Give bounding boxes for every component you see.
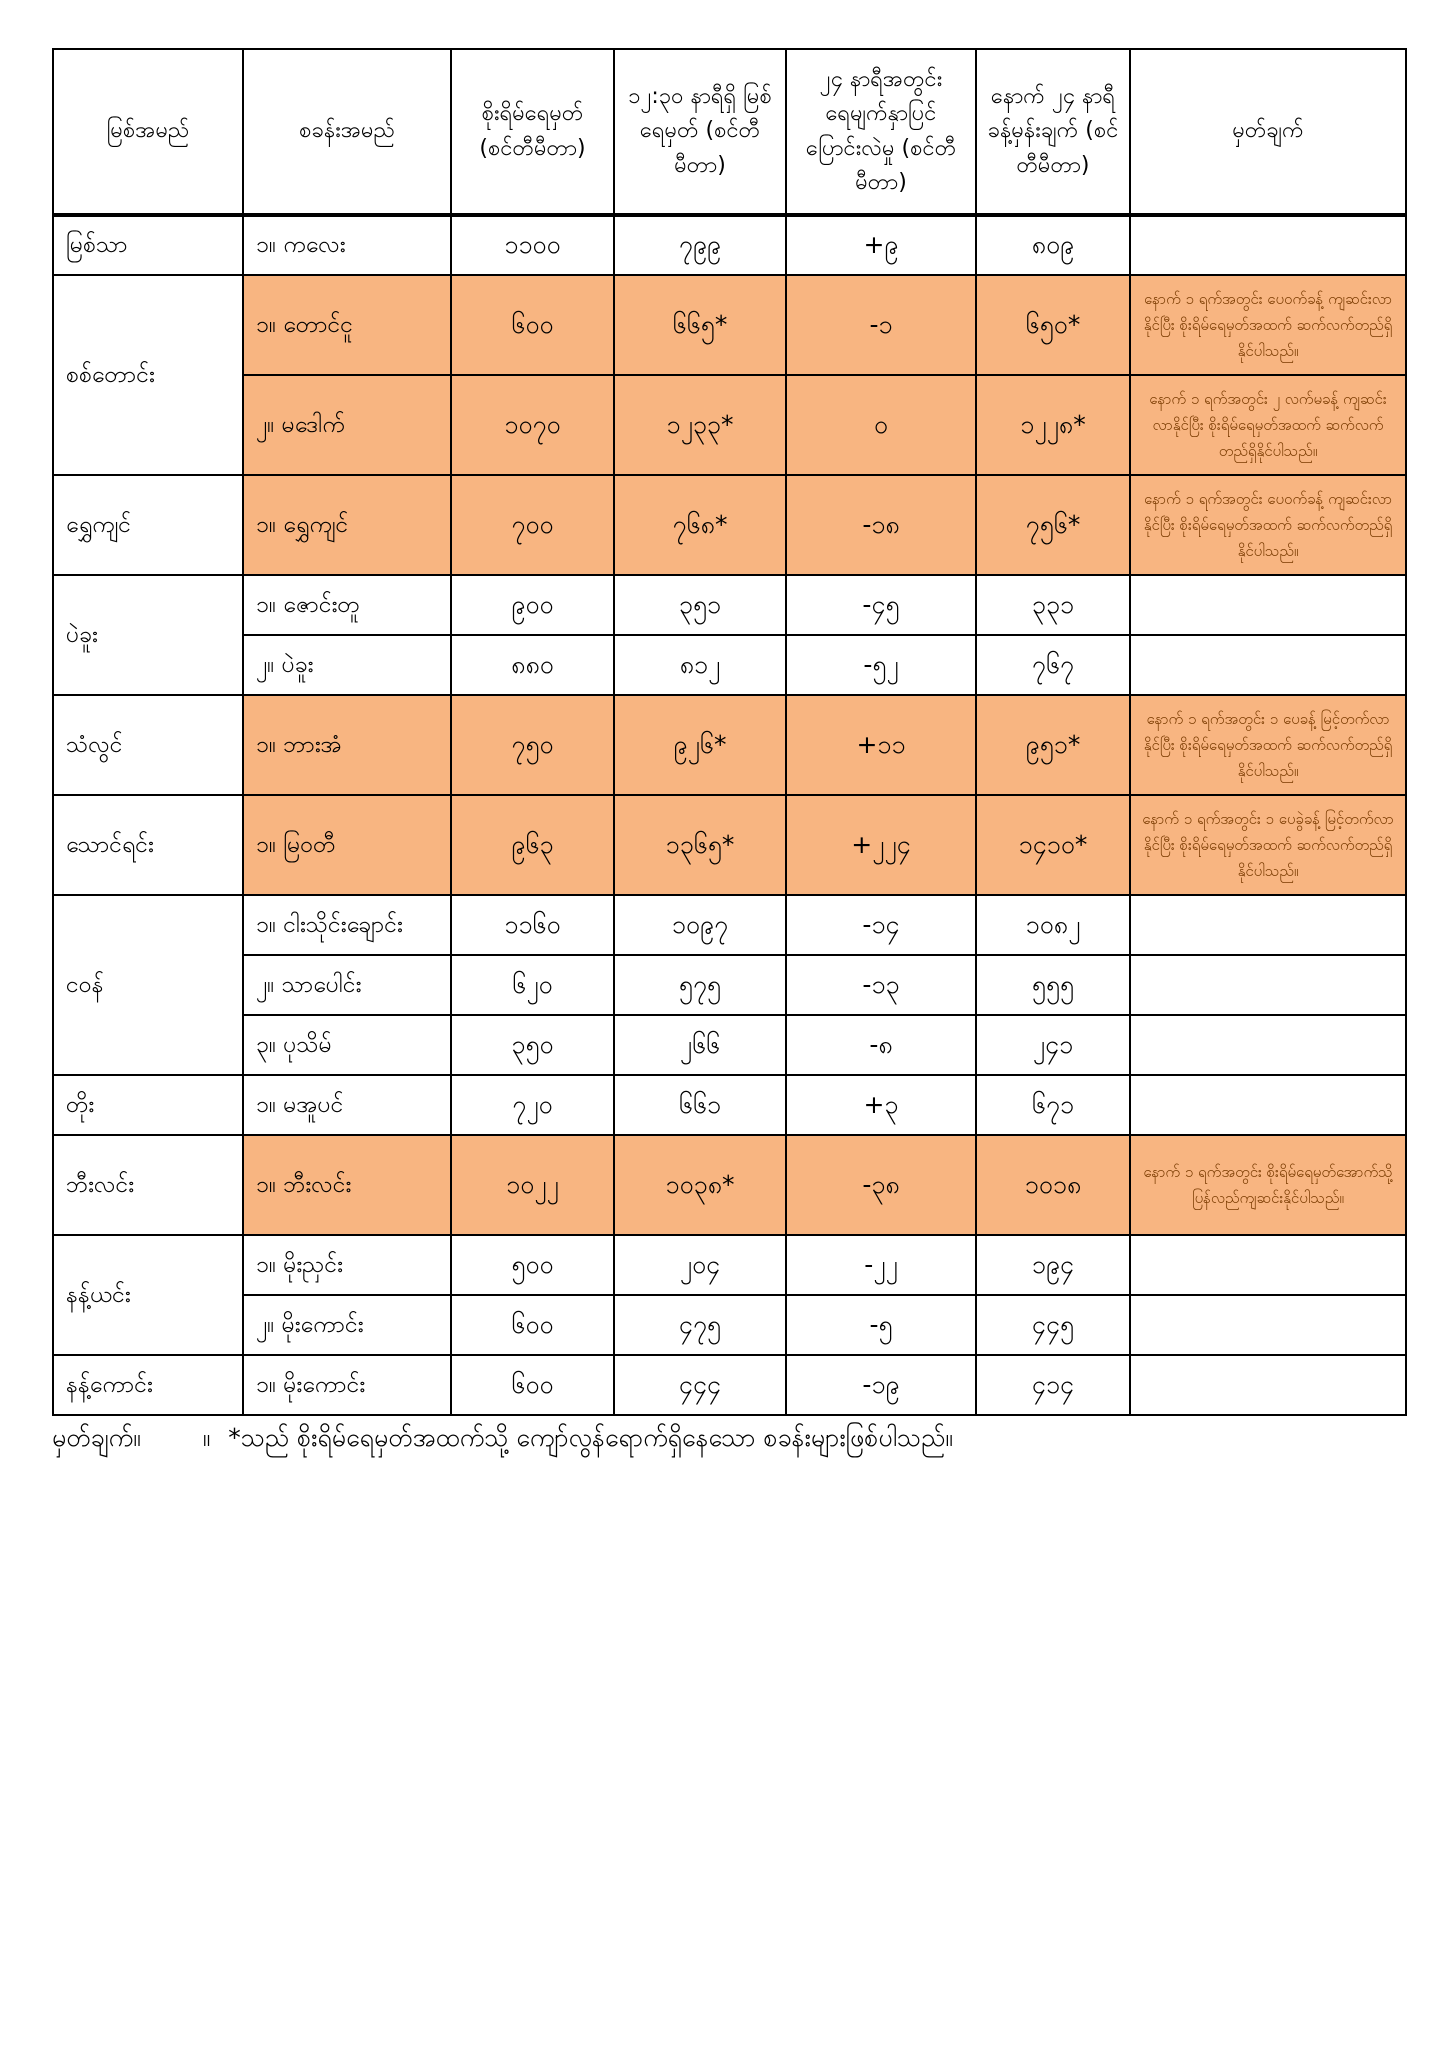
cell-river-name: သံလွင် [53, 695, 243, 795]
cell-current-level: ၁၂၃၃* [614, 375, 786, 475]
table-row [53, 215, 1406, 275]
cell-station-name: ၁။ ဘားအံ [243, 695, 451, 795]
cell-current-level: ၇၉၉ [614, 215, 786, 275]
table-row [53, 635, 1406, 695]
cell-station-name: ၁။ မိုးကောင်း [243, 1355, 451, 1415]
cell-24h-forecast: ၄၁၄ [976, 1355, 1130, 1415]
table-row [53, 955, 1406, 1015]
table-row [53, 575, 1406, 635]
cell-24h-change: ၀ [786, 375, 976, 475]
cell-remark [1130, 575, 1406, 635]
cell-remark [1130, 1015, 1406, 1075]
cell-remark: နောက် ၁ ရက်အတွင်း ၁ ပေခန့် မြင့်တက်လာနိုင်ပြီး စိုးရိမ်ရေမှတ်အထက် ဆက်လက်တည်ရှိနိုင်ပါသည်။ [1130, 695, 1406, 795]
table-header-row [53, 49, 1406, 215]
cell-station-name: ၁။ မိုးညှင်း [243, 1235, 451, 1295]
cell-current-level: ၃၅၁ [614, 575, 786, 635]
header-remark: မှတ်ချက် [1130, 49, 1406, 215]
cell-river-name: ဘီးလင်း [53, 1135, 243, 1235]
cell-river-name: မြစ်သာ [53, 215, 243, 275]
cell-danger-level: ၉၆၃ [451, 795, 614, 895]
cell-24h-forecast: ၂၄၁ [976, 1015, 1130, 1075]
table-row [53, 695, 1406, 795]
cell-danger-level: ၆၀၀ [451, 275, 614, 375]
table-row [53, 1135, 1406, 1235]
cell-24h-change: -၁၉ [786, 1355, 976, 1415]
cell-danger-level: ၅၀၀ [451, 1235, 614, 1295]
cell-danger-level: ၉၀၀ [451, 575, 614, 635]
cell-station-name: ၂။ သာပေါင်း [243, 955, 451, 1015]
cell-remark: နောက် ၁ ရက်အတွင်း ၂ လက်မခန့် ကျဆင်းလာနိုင်ပြီး စိုးရိမ်ရေမှတ်အထက် ဆက်လက်တည်ရှိနိုင်ပါသည်။ [1130, 375, 1406, 475]
cell-danger-level: ၆၂၀ [451, 955, 614, 1015]
cell-24h-change: -၅၂ [786, 635, 976, 695]
cell-24h-forecast: ၁၄၁၀* [976, 795, 1130, 895]
cell-station-name: ၁။ ဘီးလင်း [243, 1135, 451, 1235]
cell-current-level: ၄၄၄ [614, 1355, 786, 1415]
cell-24h-forecast: ၁၀၈၂ [976, 895, 1130, 955]
cell-current-level: ၉၂၆* [614, 695, 786, 795]
header-current-level: ၁၂:၃၀ နာရီရှိ မြစ်ရေမှတ် (စင်တီမီတာ) [614, 49, 786, 215]
cell-danger-level: ၁၀၇၀ [451, 375, 614, 475]
cell-remark [1130, 635, 1406, 695]
cell-remark: နောက် ၁ ရက်အတွင်း စိုးရိမ်ရေမှတ်အောက်သို့ ပြန်လည်ကျဆင်းနိုင်ပါသည်။ [1130, 1135, 1406, 1235]
cell-24h-forecast: ၅၅၅ [976, 955, 1130, 1015]
cell-24h-forecast: ၁၀၁၈ [976, 1135, 1130, 1235]
cell-danger-level: ၈၈၀ [451, 635, 614, 695]
cell-danger-level: ၆၀၀ [451, 1355, 614, 1415]
cell-current-level: ၁၀၉၇ [614, 895, 786, 955]
cell-24h-forecast: ၆၅၀* [976, 275, 1130, 375]
footnote-label: မှတ်ချက်။ [52, 1423, 141, 1452]
cell-danger-level: ၇၂၀ [451, 1075, 614, 1135]
footnote-text: *သည် စိုးရိမ်ရေမှတ်အထက်သို့ ကျော်လွန်ရောက်ရှိနေသော စခန်းများဖြစ်ပါသည်။ [228, 1423, 953, 1452]
cell-remark: နောက် ၁ ရက်အတွင်း ၁ ပေခွဲခန့် မြင့်တက်လာနိုင်ပြီး စိုးရိမ်ရေမှတ်အထက် ဆက်လက်တည်ရှိနိုင်ပါသည်။ [1130, 795, 1406, 895]
cell-remark [1130, 215, 1406, 275]
cell-24h-change: -၁၄ [786, 895, 976, 955]
cell-station-name: ၁။ ဇောင်းတူ [243, 575, 451, 635]
cell-station-name: ၁။ ကလေး [243, 215, 451, 275]
cell-current-level: ၅၇၅ [614, 955, 786, 1015]
cell-danger-level: ၇၀၀ [451, 475, 614, 575]
footnote [52, 1420, 1392, 1455]
header-24h-change: ၂၄ နာရီအတွင်း ရေမျက်နှာပြင် ပြောင်းလဲမှု (စင်တီမီတာ) [786, 49, 976, 215]
table-row [53, 1235, 1406, 1295]
cell-station-name: ၁။ မအူပင် [243, 1075, 451, 1135]
cell-station-name: ၁။ တောင်ငူ [243, 275, 451, 375]
cell-remark [1130, 955, 1406, 1015]
cell-24h-change: -၃၈ [786, 1135, 976, 1235]
cell-river-name: ရွှေကျင် [53, 475, 243, 575]
header-river-name: မြစ်အမည် [53, 49, 243, 215]
cell-station-name: ၂။ မိုးကောင်း [243, 1295, 451, 1355]
cell-24h-forecast: ၉၅၁* [976, 695, 1130, 795]
cell-24h-change: +၉ [786, 215, 976, 275]
table-row [53, 275, 1406, 375]
table-row [53, 895, 1406, 955]
table-row [53, 795, 1406, 895]
table-row [53, 1355, 1406, 1415]
table-row [53, 1295, 1406, 1355]
header-danger-level: စိုးရိမ်ရေမှတ် (စင်တီမီတာ) [451, 49, 614, 215]
cell-24h-change: -၈ [786, 1015, 976, 1075]
water-level-table [52, 48, 1407, 1416]
cell-24h-change: -၅ [786, 1295, 976, 1355]
cell-24h-forecast: ၆၇၁ [976, 1075, 1130, 1135]
cell-remark: နောက် ၁ ရက်အတွင်း ပေဝက်ခန့် ကျဆင်းလာနိုင်ပြီး စိုးရိမ်ရေမှတ်အထက် ဆက်လက်တည်ရှိနိုင်ပါသည်။ [1130, 275, 1406, 375]
header-station-name: စခန်းအမည် [243, 49, 451, 215]
cell-current-level: ၆၆၅* [614, 275, 786, 375]
cell-24h-change: +၂၂၄ [786, 795, 976, 895]
cell-24h-change: +၁၁ [786, 695, 976, 795]
cell-24h-forecast: ၈၀၉ [976, 215, 1130, 275]
cell-24h-forecast: ၁၂၂၈* [976, 375, 1130, 475]
cell-24h-forecast: ၇၆၇ [976, 635, 1130, 695]
cell-remark [1130, 895, 1406, 955]
cell-station-name: ၃။ ပုသိမ် [243, 1015, 451, 1075]
table-row [53, 1015, 1406, 1075]
cell-danger-level: ၁၀၂၂ [451, 1135, 614, 1235]
cell-station-name: ၁။ ရွှေကျင် [243, 475, 451, 575]
table-row [53, 475, 1406, 575]
cell-24h-forecast: ၁၉၄ [976, 1235, 1130, 1295]
cell-danger-level: ၆၀၀ [451, 1295, 614, 1355]
cell-remark: နောက် ၁ ရက်အတွင်း ပေဝက်ခန့် ကျဆင်းလာနိုင်ပြီး စိုးရိမ်ရေမှတ်အထက် ဆက်လက်တည်ရှိနိုင်ပါသည်။ [1130, 475, 1406, 575]
cell-river-name: နန့်ယင်း [53, 1235, 243, 1355]
cell-river-name: စစ်တောင်း [53, 275, 243, 475]
header-24h-forecast: နောက် ၂၄ နာရီ ခန့်မှန်းချက် (စင်တီမီတာ) [976, 49, 1130, 215]
cell-river-name: တိုး [53, 1075, 243, 1135]
cell-danger-level: ၁၁၆၀ [451, 895, 614, 955]
cell-danger-level: ၇၅၀ [451, 695, 614, 795]
cell-station-name: ၂။ မဒေါက် [243, 375, 451, 475]
cell-danger-level: ၁၁၀၀ [451, 215, 614, 275]
cell-24h-change: -၁ [786, 275, 976, 375]
cell-24h-change: -၁၈ [786, 475, 976, 575]
cell-current-level: ၁၃၆၅* [614, 795, 786, 895]
cell-station-name: ၁။ ငါးသိုင်းချောင်း [243, 895, 451, 955]
cell-24h-forecast: ၇၅၆* [976, 475, 1130, 575]
cell-24h-forecast: ၃၃၁ [976, 575, 1130, 635]
cell-river-name: ပဲခူး [53, 575, 243, 695]
cell-current-level: ၆၆၁ [614, 1075, 786, 1135]
cell-current-level: ၂၀၄ [614, 1235, 786, 1295]
cell-24h-change: -၄၅ [786, 575, 976, 635]
cell-remark [1130, 1355, 1406, 1415]
cell-station-name: ၂။ ပဲခူး [243, 635, 451, 695]
cell-current-level: ၄၇၅ [614, 1295, 786, 1355]
cell-river-name: ငဝန် [53, 895, 243, 1075]
footnote-separator: ။ [202, 1423, 211, 1452]
cell-station-name: ၁။ မြဝတီ [243, 795, 451, 895]
cell-remark [1130, 1295, 1406, 1355]
cell-24h-change: -၂၂ [786, 1235, 976, 1295]
cell-current-level: ၇၆၈* [614, 475, 786, 575]
cell-river-name: နန့်ကောင်း [53, 1355, 243, 1415]
cell-danger-level: ၃၅၀ [451, 1015, 614, 1075]
table-row [53, 1075, 1406, 1135]
cell-24h-forecast: ၄၄၅ [976, 1295, 1130, 1355]
cell-remark [1130, 1075, 1406, 1135]
cell-current-level: ၂၆၆ [614, 1015, 786, 1075]
cell-remark [1130, 1235, 1406, 1295]
cell-river-name: သောင်ရင်း [53, 795, 243, 895]
cell-current-level: ၈၁၂ [614, 635, 786, 695]
cell-current-level: ၁၀၃၈* [614, 1135, 786, 1235]
table-row [53, 375, 1406, 475]
cell-24h-change: -၁၃ [786, 955, 976, 1015]
cell-24h-change: +၃ [786, 1075, 976, 1135]
